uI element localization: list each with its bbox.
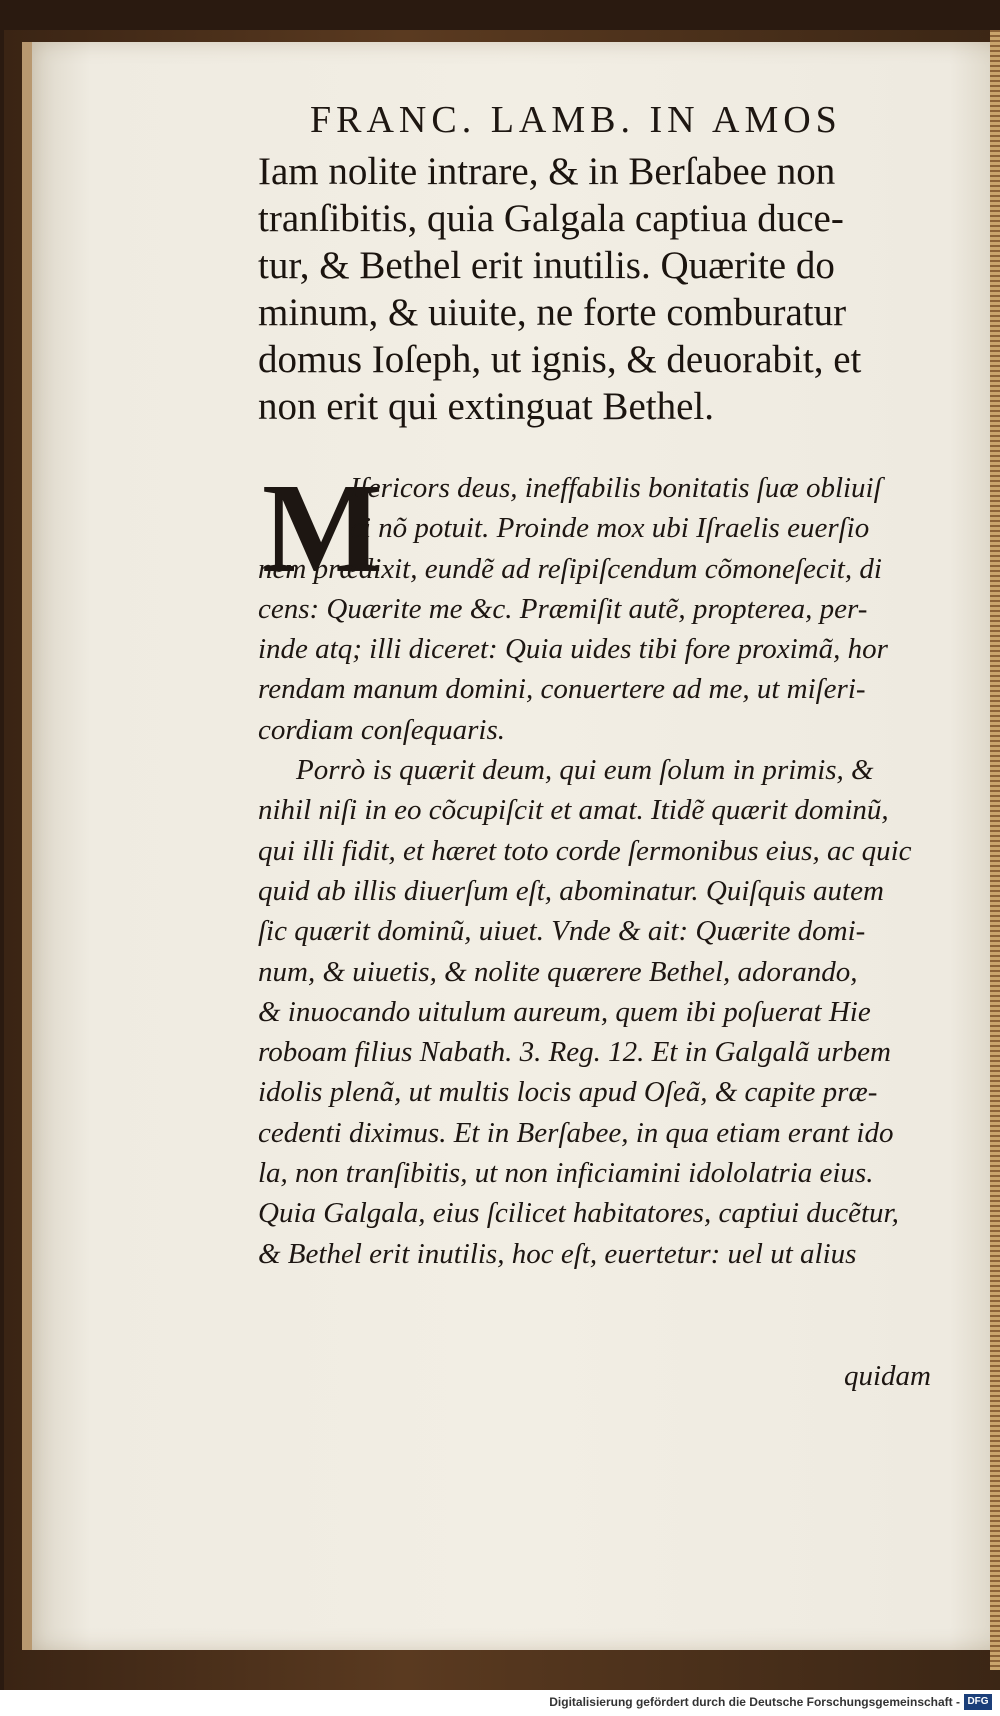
scripture-line: minum, & uiuite, ne forte comburatur: [258, 291, 847, 334]
commentary-line: Iſericors deus, ineffabilis bonitatis ſuæ obliuiſ: [350, 472, 882, 504]
commentary-line: inde atq; illi diceret: Quia uides tibi fore proximã, hor: [258, 633, 888, 666]
commentary-line: & inuocando uitulum aureum, quem ibi poſuerat Hie: [258, 995, 871, 1028]
page-edge: [990, 30, 1000, 1670]
commentary-line: quid ab illis diuerſum eſt, abominatur. Quiſquis autem: [258, 874, 884, 907]
commentary-line: num, & uiuetis, & nolite quærere Bethel, adorando,: [258, 955, 858, 988]
scripture-line: Iam nolite intrare, & in Berſabee non: [258, 150, 836, 193]
drop-cap: M: [262, 457, 383, 599]
dfg-logo[interactable]: DFG: [964, 1694, 992, 1710]
commentary-line: nem prædixit, eundẽ ad reſipiſcendum cõmoneſecit, di: [258, 552, 882, 585]
scripture-text: [258, 148, 948, 430]
commentary-line: Quia Galgala, eius ſcilicet habitatores, captiui ducẽtur,: [258, 1197, 899, 1230]
footer-bar: [0, 1690, 1000, 1716]
scripture-line: tur, & Bethel erit inutilis. Quærite do: [258, 244, 835, 287]
commentary-line: qui illi fidit, et hæret toto corde ſermonibus eius, ac quic: [258, 834, 912, 867]
commentary-line: la, non tranſibitis, ut non inficiamini idololatria eius.: [258, 1157, 874, 1190]
commentary-line: ſic quærit dominũ, uiuet. Vnde & ait: Quærite domi-: [258, 915, 866, 948]
scripture-line: domus Ioſeph, ut ignis, & deuorabit, et: [258, 338, 862, 381]
commentary-text: [258, 457, 950, 1274]
scripture-line: tranſibitis, quia Galgala captiua duce-: [258, 197, 844, 240]
scripture-line: non erit qui extinguat Bethel.: [258, 385, 714, 428]
commentary-line: idolis plenã, ut multis locis apud Oſeã, & capite præ-: [258, 1076, 878, 1109]
paragraph-start: Porrò is quærit deum, qui eum ſolum in primis, &: [296, 754, 874, 787]
commentary-line: roboam filius Nabath. 3. Reg. 12. Et in Galgalã urbem: [258, 1036, 891, 1069]
commentary-line: & Bethel erit inutilis, hoc eſt, euertetur: uel ut alius: [258, 1237, 857, 1270]
commentary-line: cordiam conſequaris.: [258, 713, 506, 746]
commentary-line: ci nõ potuit. Proinde mox ubi Iſraelis euerſio: [350, 512, 870, 545]
commentary-line: cens: Quærite me &c. Præmiſit autẽ, propterea, per-: [258, 592, 868, 625]
commentary-line: cedenti diximus. Et in Berſabee, in qua etiam erant ido: [258, 1116, 894, 1149]
running-head: FRANC. LAMB. IN AMOS: [310, 99, 842, 141]
commentary-line: nihil niſi in eo cõcupiſcit et amat. Itidẽ quærit dominũ,: [258, 794, 889, 827]
commentary-line: rendam manum domini, conuertere ad me, ut miſeri-: [258, 673, 866, 706]
funding-credit: Digitalisierung gefördert durch die Deutsche Forschungsgemeinschaft -: [549, 1695, 960, 1709]
catchword: quidam: [844, 1360, 931, 1392]
